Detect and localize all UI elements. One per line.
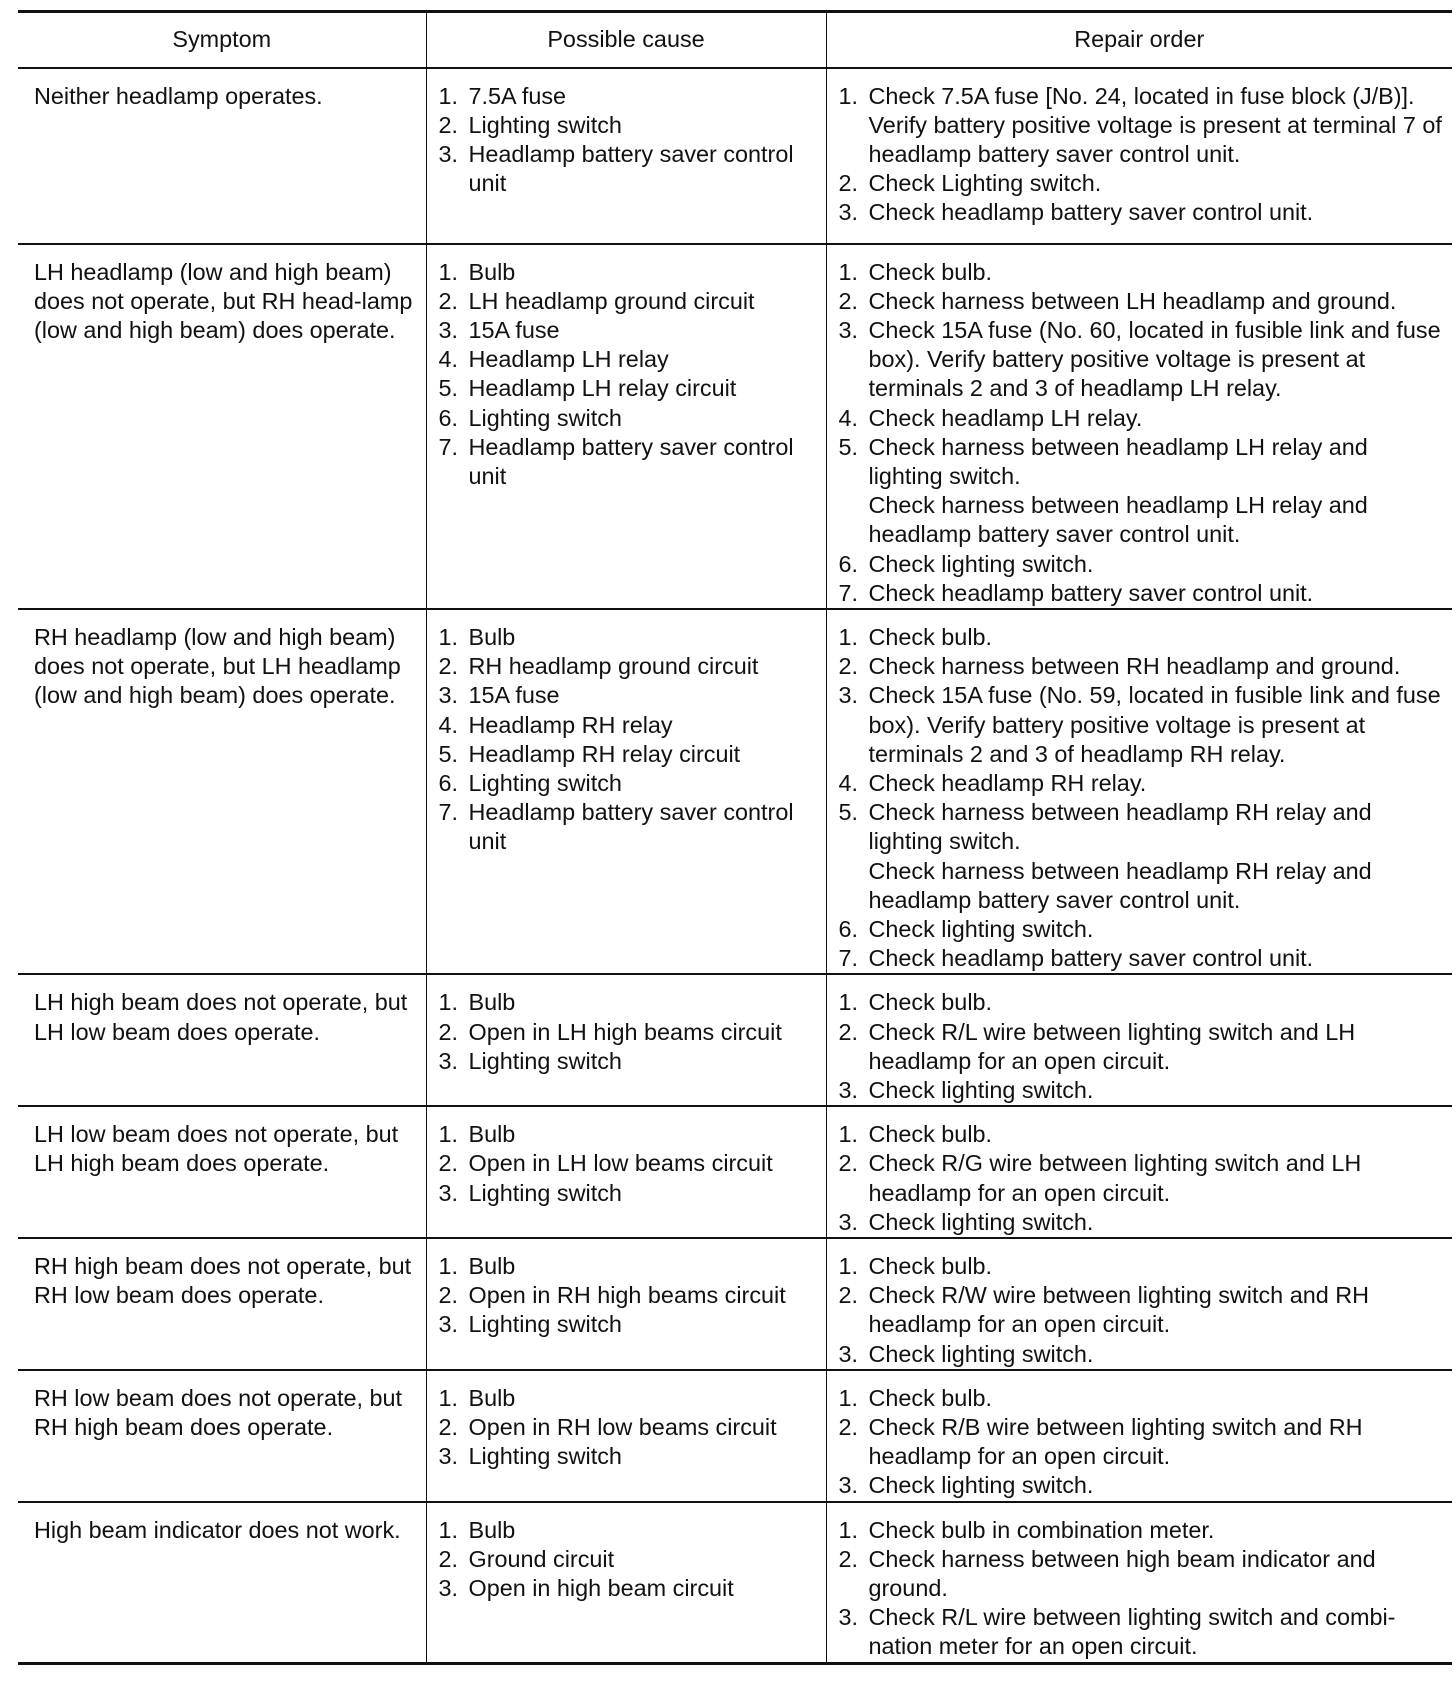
item-number: 2.	[438, 1150, 459, 1177]
cause-text: Bulb	[468, 1253, 516, 1279]
repair-step	[839, 798, 1447, 856]
symptom-cell: RH headlamp (low and high beam) does not operate, but LH headlamp (low and high beam) does operate.	[34, 623, 401, 709]
repair-step	[839, 1018, 1447, 1076]
repair-text: Check headlamp battery saver control unit.	[868, 579, 1314, 606]
table-row	[18, 1502, 1452, 1664]
item-number: 5.	[838, 433, 859, 460]
table-body	[18, 68, 1452, 1664]
repair-step	[839, 769, 1447, 798]
item-number: 2.	[838, 1545, 859, 1572]
header-repair-order: Repair order	[826, 12, 1452, 68]
repair-step	[839, 258, 1447, 287]
item-number: 3.	[838, 1340, 859, 1367]
cause-item	[439, 374, 820, 403]
possible-cause-cell	[426, 68, 826, 244]
cause-text: Lighting switch	[468, 769, 622, 796]
item-number: 3.	[438, 1311, 459, 1338]
repair-text: Check lighting switch.	[868, 1076, 1094, 1103]
item-number: 1.	[838, 1121, 859, 1148]
cause-item	[439, 711, 820, 740]
item-number: 3.	[838, 316, 859, 343]
repair-text: Check R/B wire between lighting switch and RH headlamp for an open circuit.	[868, 1414, 1363, 1470]
item-number: 7.	[438, 433, 459, 460]
header-possible-cause: Possible cause	[426, 12, 826, 68]
item-number: 3.	[838, 1604, 859, 1631]
item-number: 2.	[838, 1018, 859, 1045]
cause-item	[439, 1574, 820, 1603]
repair-text: Check bulb in combination meter.	[868, 1516, 1215, 1543]
possible-cause-cell	[426, 1106, 826, 1238]
repair-step	[839, 1076, 1447, 1105]
cause-item	[439, 623, 820, 652]
cause-item	[439, 140, 820, 198]
repair-step	[839, 1208, 1447, 1237]
cause-item	[439, 1018, 820, 1047]
table-row	[18, 244, 1452, 609]
item-number: 5.	[838, 799, 859, 826]
possible-cause-cell	[426, 1370, 826, 1502]
cause-item	[439, 1516, 820, 1545]
cause-text: 15A fuse	[468, 682, 560, 709]
repair-text: Check headlamp battery saver control unit.	[868, 945, 1314, 972]
repair-order-cell	[826, 1106, 1452, 1238]
item-number: 1.	[438, 1516, 459, 1543]
repair-text: Check R/L wire between lighting switch and combi-nation meter for an open circuit.	[868, 1604, 1396, 1660]
repair-order-cell	[826, 244, 1452, 609]
repair-text: Check bulb.	[868, 258, 993, 285]
repair-note: Verify battery positive voltage is present at terminal 7 of headlamp battery saver control unit.	[868, 111, 1442, 167]
cause-item	[439, 1442, 820, 1471]
repair-text: Check lighting switch.	[868, 1472, 1094, 1499]
symptom-cell: High beam indicator does not work.	[34, 1516, 401, 1543]
cause-text: RH headlamp ground circuit	[468, 653, 759, 680]
repair-text: Check bulb.	[868, 1121, 993, 1148]
repair-text: Check headlamp RH relay.	[868, 769, 1147, 796]
repair-note: Check harness between headlamp LH relay and headlamp battery saver control unit.	[868, 492, 1368, 548]
repair-step	[839, 1545, 1447, 1603]
repair-step	[839, 579, 1447, 608]
cause-text: Headlamp LH relay circuit	[468, 375, 737, 402]
cause-item	[439, 287, 820, 316]
symptom-cell: RH low beam does not operate, but RH high beam does operate.	[34, 1384, 402, 1441]
repair-step	[839, 652, 1447, 681]
item-number: 4.	[838, 404, 859, 431]
item-number: 3.	[438, 1047, 459, 1074]
cause-item	[439, 769, 820, 798]
item-number: 3.	[438, 316, 459, 343]
item-number: 1.	[438, 82, 459, 109]
item-number: 2.	[438, 1282, 459, 1309]
item-number: 2.	[838, 287, 859, 314]
repair-step	[839, 550, 1447, 579]
cause-text: Lighting switch	[468, 1047, 622, 1074]
table-row	[18, 1370, 1452, 1502]
item-number: 2.	[838, 1282, 859, 1309]
item-number: 3.	[838, 199, 859, 226]
repair-order-cell	[826, 1502, 1452, 1664]
symptom-cell: LH headlamp (low and high beam) does not operate, but RH head-lamp (low and high beam) does operate.	[34, 258, 413, 343]
item-number: 1.	[838, 1516, 859, 1543]
cause-text: Lighting switch	[468, 404, 622, 431]
repair-step	[839, 1120, 1447, 1149]
cause-text: 7.5A fuse	[468, 82, 567, 109]
symptom-cell: Neither headlamp operates.	[34, 82, 323, 109]
repair-text: Check lighting switch.	[868, 550, 1094, 577]
cause-item	[439, 1384, 820, 1413]
item-number: 3.	[838, 1472, 859, 1499]
repair-step	[839, 988, 1447, 1017]
repair-step	[839, 1281, 1447, 1339]
cause-text: Headlamp battery saver control unit	[468, 433, 794, 489]
repair-text: Check bulb.	[868, 623, 993, 650]
repair-text: Check harness between headlamp LH relay and lighting switch.	[868, 433, 1368, 489]
item-number: 6.	[438, 769, 459, 796]
table-row	[18, 1106, 1452, 1238]
repair-step	[839, 944, 1447, 973]
repair-text: Check harness between LH headlamp and ground.	[868, 287, 1397, 314]
item-number: 2.	[838, 1414, 859, 1441]
table-row	[18, 68, 1452, 244]
repair-text: Check bulb.	[868, 1384, 993, 1411]
cause-text: Lighting switch	[468, 1311, 622, 1338]
repair-step	[839, 1516, 1447, 1545]
cause-text: LH headlamp ground circuit	[468, 287, 755, 314]
troubleshooting-table	[18, 10, 1452, 1665]
repair-step	[839, 404, 1447, 433]
cause-text: Bulb	[468, 623, 516, 650]
item-number: 1.	[438, 1384, 459, 1411]
symptom-cell: LH high beam does not operate, but LH low beam does operate.	[34, 989, 408, 1045]
header-symptom: Symptom	[172, 26, 272, 53]
repair-step	[839, 316, 1447, 404]
cause-item	[439, 1120, 820, 1149]
cause-text: Open in RH high beams circuit	[468, 1282, 786, 1309]
repair-step	[839, 1340, 1447, 1369]
repair-step	[839, 1413, 1447, 1471]
cause-item	[439, 345, 820, 374]
item-number: 1.	[438, 989, 459, 1016]
cause-text: Open in high beam circuit	[468, 1575, 734, 1602]
cause-text: Bulb	[468, 1516, 516, 1543]
possible-cause-cell	[426, 244, 826, 609]
cause-text: Headlamp LH relay	[468, 346, 669, 373]
item-number: 2.	[838, 653, 859, 680]
cause-text: Ground circuit	[468, 1545, 615, 1572]
repair-text: Check 7.5A fuse [No. 24, located in fuse block (J/B)].	[868, 82, 1415, 109]
cause-item	[439, 740, 820, 769]
cause-item	[439, 1252, 820, 1281]
item-number: 3.	[838, 1076, 859, 1103]
repair-text: Check R/G wire between lighting switch and LH headlamp for an open circuit.	[868, 1150, 1362, 1206]
repair-text: Check 15A fuse (No. 60, located in fusible link and fuse box). Verify battery positive voltage is present at terminals 2 and 3 of headlamp LH relay.	[868, 316, 1441, 402]
header-row	[18, 12, 1452, 68]
repair-text: Check lighting switch.	[868, 915, 1094, 942]
repair-text: Check harness between headlamp RH relay and lighting switch.	[868, 799, 1372, 855]
cause-item	[439, 316, 820, 345]
cause-item	[439, 433, 820, 491]
table-row	[18, 609, 1452, 974]
repair-order-cell	[826, 1238, 1452, 1370]
item-number: 1.	[438, 1121, 459, 1148]
repair-text: Check harness between RH headlamp and ground.	[868, 653, 1401, 680]
item-number: 3.	[438, 1443, 459, 1470]
cause-item	[439, 652, 820, 681]
cause-item	[439, 1310, 820, 1339]
cause-item	[439, 1281, 820, 1310]
item-number: 1.	[438, 1253, 459, 1279]
cause-text: 15A fuse	[468, 316, 560, 343]
symptom-cell: LH low beam does not operate, but LH high beam does operate.	[34, 1121, 399, 1177]
item-number: 3.	[838, 1208, 859, 1235]
cause-text: Bulb	[468, 1121, 516, 1148]
repair-text: Check lighting switch.	[868, 1208, 1094, 1235]
repair-text: Check 15A fuse (No. 59, located in fusible link and fuse box). Verify battery positive voltage is present at terminals 2 and 3 of headlamp RH relay.	[868, 682, 1441, 767]
cause-text: Lighting switch	[468, 1179, 622, 1206]
repair-text: Check headlamp LH relay.	[868, 404, 1143, 431]
repair-step	[839, 433, 1447, 491]
cause-text: Open in RH low beams circuit	[468, 1414, 777, 1441]
repair-step	[839, 287, 1447, 316]
repair-step	[839, 1603, 1447, 1661]
table-row	[18, 974, 1452, 1106]
cause-text: Lighting switch	[468, 1443, 622, 1470]
table-header	[18, 12, 1452, 68]
item-number: 3.	[438, 1179, 459, 1206]
item-number: 3.	[838, 682, 859, 709]
repair-text: Check R/L wire between lighting switch and LH headlamp for an open circuit.	[868, 1018, 1356, 1074]
cause-text: Headlamp battery saver control unit	[468, 140, 794, 197]
item-number: 1.	[838, 989, 859, 1016]
repair-order-cell	[826, 1370, 1452, 1502]
item-number: 1.	[438, 623, 459, 650]
item-number: 7.	[838, 945, 859, 972]
item-number: 7.	[438, 799, 459, 826]
item-number: 7.	[838, 579, 859, 606]
cause-item	[439, 1413, 820, 1442]
item-number: 1.	[438, 258, 459, 285]
repair-text: Check harness between high beam indicator and ground.	[868, 1545, 1376, 1602]
repair-step	[839, 1384, 1447, 1413]
cause-item	[439, 404, 820, 433]
symptom-cell: RH high beam does not operate, but RH low beam does operate.	[34, 1253, 412, 1309]
item-number: 5.	[438, 740, 459, 767]
repair-step	[839, 915, 1447, 944]
cause-item	[439, 988, 820, 1017]
cause-item	[439, 1149, 820, 1178]
cause-item	[439, 258, 820, 287]
item-number: 2.	[438, 287, 459, 314]
repair-step	[839, 1149, 1447, 1207]
possible-cause-cell	[426, 974, 826, 1106]
repair-step	[839, 1471, 1447, 1500]
repair-text: Check Lighting switch.	[868, 170, 1102, 197]
repair-text: Check headlamp battery saver control unit.	[868, 199, 1314, 226]
cause-item	[439, 1179, 820, 1208]
item-number: 6.	[838, 550, 859, 577]
item-number: 6.	[438, 404, 459, 431]
cause-item	[439, 1545, 820, 1574]
item-number: 2.	[438, 1414, 459, 1441]
item-number: 2.	[838, 1150, 859, 1177]
repair-order-cell	[826, 974, 1452, 1106]
cause-text: Bulb	[468, 989, 516, 1016]
repair-note: Check harness between headlamp RH relay and headlamp battery saver control unit.	[868, 857, 1372, 913]
possible-cause-cell	[426, 1502, 826, 1664]
repair-step	[839, 681, 1447, 769]
possible-cause-cell	[426, 609, 826, 974]
cause-item	[439, 681, 820, 710]
item-number: 1.	[838, 258, 859, 285]
cause-text: Bulb	[468, 258, 516, 285]
item-number: 4.	[838, 769, 859, 796]
repair-step	[839, 82, 1447, 111]
repair-text: Check bulb.	[868, 1253, 993, 1279]
cause-text: Open in LH low beams circuit	[468, 1150, 773, 1177]
item-number: 3.	[438, 140, 459, 167]
cause-text: Bulb	[468, 1384, 516, 1411]
cause-item	[439, 82, 820, 111]
item-number: 3.	[438, 682, 459, 709]
cause-text: Headlamp RH relay	[468, 711, 673, 738]
item-number: 6.	[838, 915, 859, 942]
cause-text: Lighting switch	[468, 111, 622, 138]
repair-step	[839, 623, 1447, 652]
cause-item	[439, 798, 820, 856]
item-number: 2.	[438, 1545, 459, 1572]
item-number: 2.	[438, 653, 459, 680]
troubleshooting-document	[18, 10, 1452, 1665]
repair-step	[839, 169, 1447, 198]
repair-step	[839, 198, 1447, 227]
repair-text: Check lighting switch.	[868, 1340, 1094, 1367]
item-number: 5.	[438, 375, 459, 402]
item-number: 3.	[438, 1575, 459, 1602]
cause-item	[439, 111, 820, 140]
item-number: 1.	[838, 1253, 859, 1279]
cause-text: Headlamp battery saver control unit	[468, 799, 794, 855]
repair-order-cell	[826, 68, 1452, 244]
item-number: 2.	[438, 111, 459, 138]
repair-order-cell	[826, 609, 1452, 974]
item-number: 1.	[838, 623, 859, 650]
cause-text: Headlamp RH relay circuit	[468, 740, 741, 767]
item-number: 4.	[438, 346, 459, 373]
possible-cause-cell	[426, 1238, 826, 1370]
item-number: 4.	[438, 711, 459, 738]
item-number: 1.	[838, 1384, 859, 1411]
repair-text: Check bulb.	[868, 989, 993, 1016]
cause-text: Open in LH high beams circuit	[468, 1018, 782, 1045]
repair-text: Check R/W wire between lighting switch and RH headlamp for an open circuit.	[868, 1282, 1370, 1338]
item-number: 1.	[838, 82, 859, 109]
item-number: 2.	[838, 170, 859, 197]
repair-step	[839, 1252, 1447, 1281]
item-number: 2.	[438, 1018, 459, 1045]
cause-item	[439, 1047, 820, 1076]
table-row	[18, 1238, 1452, 1370]
